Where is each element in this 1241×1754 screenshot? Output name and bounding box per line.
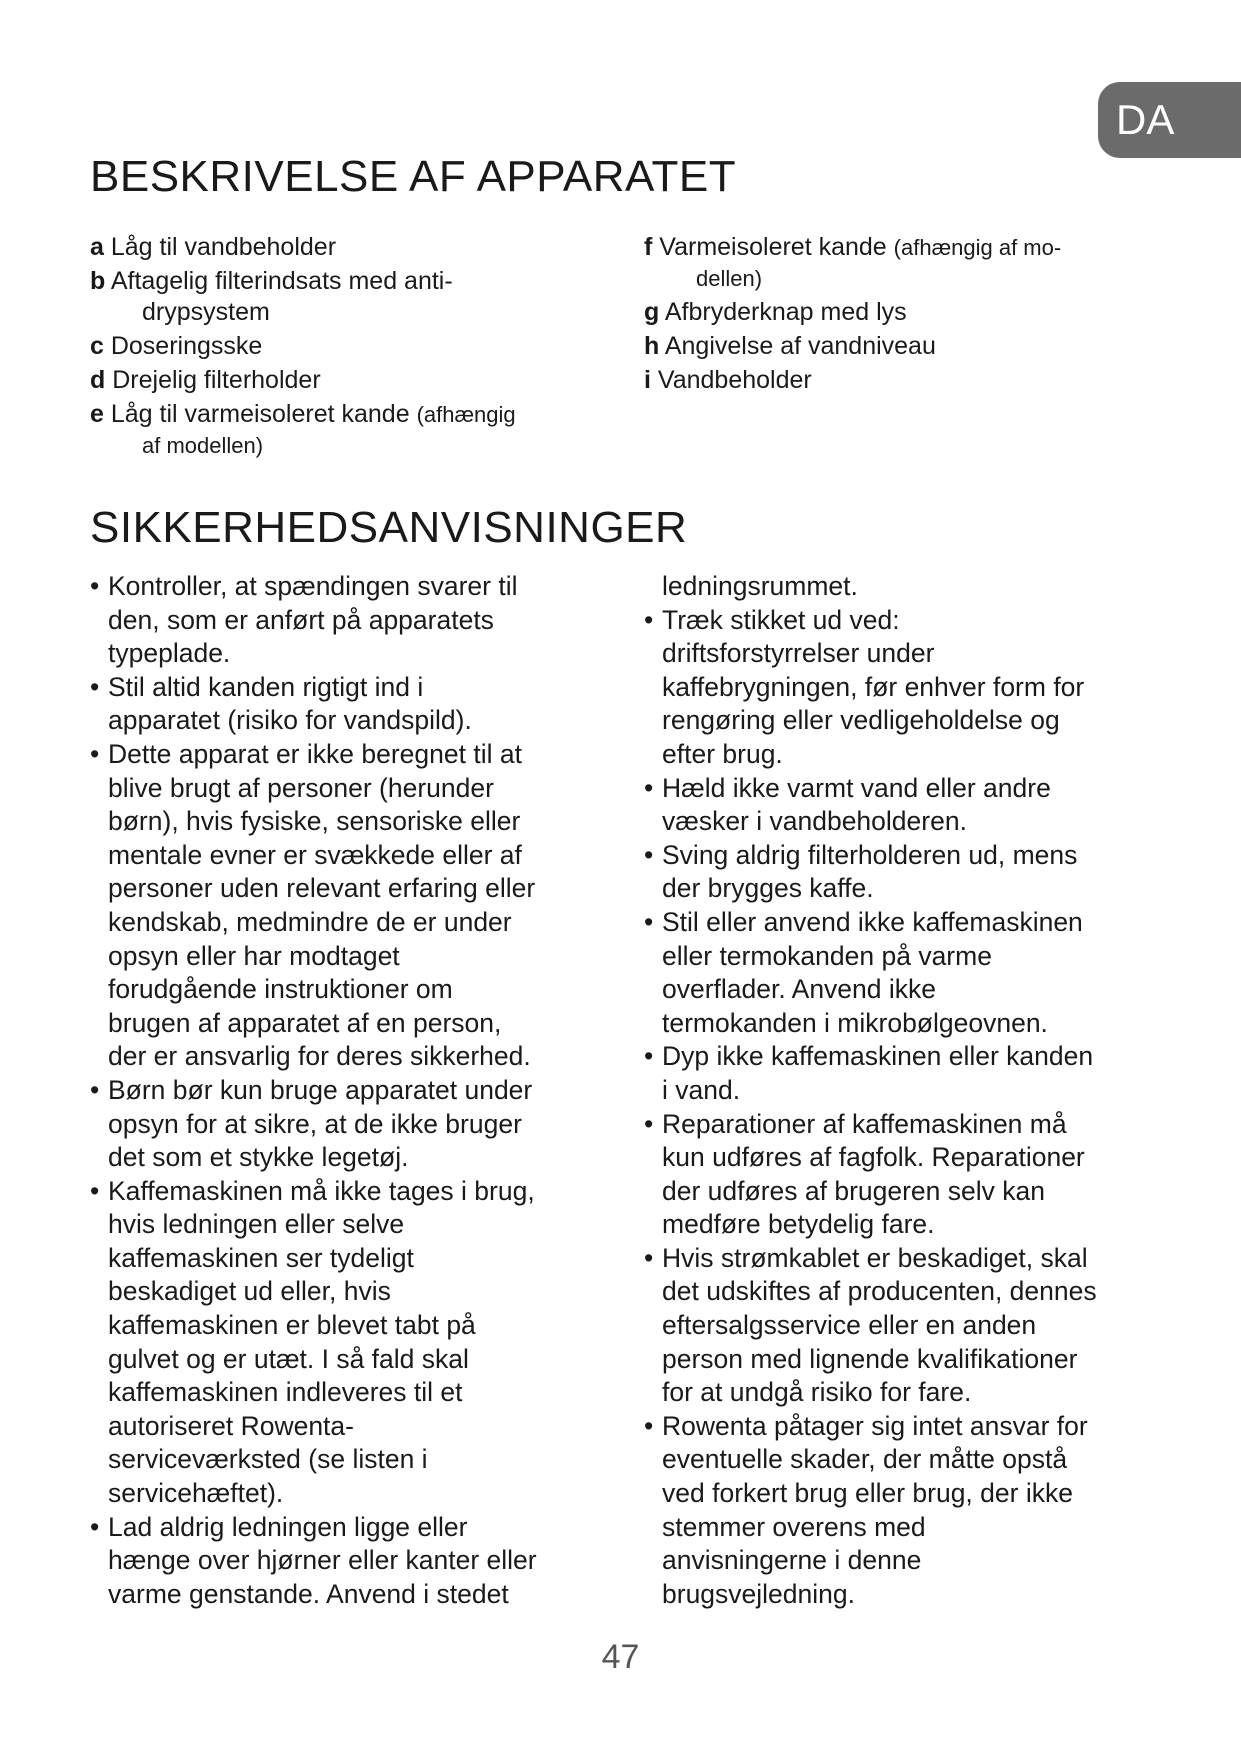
safety-line: brugen af apparatet af en person, [108, 1007, 502, 1038]
safety-line: • Kaffemaskinen må ikke tages i brug, [90, 1175, 610, 1209]
safety-line: blive brugt af personer (herunder [108, 772, 494, 803]
part-label-continued: dellen) [696, 266, 763, 291]
part-letter: g [644, 298, 660, 326]
safety-line: autoriseret Rowenta- [108, 1410, 354, 1441]
safety-line: servicehæftet). [108, 1478, 284, 1509]
safety-line: anvisningerne i denne [662, 1545, 922, 1576]
part-label: Låg til vandbeholder [103, 233, 337, 261]
safety-line: ved forkert brug eller brug, der ikke [662, 1478, 1073, 1509]
part-item-h [644, 331, 1164, 362]
part-item-i [644, 365, 1164, 396]
safety-line: kaffemaskinen ser tydeligt [108, 1242, 414, 1273]
safety-line: varme genstande. Anvend i stedet [108, 1578, 509, 1609]
safety-line: apparatet (risiko for vandspild). [108, 705, 472, 736]
part-item-f [644, 232, 1164, 294]
part-label: Vandbeholder [650, 366, 812, 394]
safety-line: rengøring eller vedligeholdelse og [662, 705, 1060, 736]
safety-line: • Stil eller anvend ikke kaffemaskinen [644, 906, 1164, 940]
safety-line: • Kontroller, at spændingen svarer til [90, 570, 610, 604]
safety-line: for at undgå risiko for fare. [662, 1377, 972, 1408]
safety-line: • Sving aldrig filterholderen ud, mens [644, 839, 1164, 873]
safety-line: person med lignende kvalifikationer [662, 1343, 1078, 1374]
safety-list-right [644, 570, 1164, 1611]
part-label: Varmeisoleret kande [652, 233, 894, 261]
part-letter: c [90, 332, 104, 360]
safety-line: • Reparationer af kaffemaskinen må [644, 1108, 1164, 1142]
part-item-g [644, 297, 1164, 328]
safety-line: eftersalgsservice eller en anden [662, 1310, 1037, 1341]
part-letter: d [90, 366, 106, 394]
safety-line: • Børn bør kun bruge apparatet under [90, 1074, 610, 1108]
safety-line: der brygges kaffe. [662, 873, 874, 904]
safety-line: kaffemaskinen er blevet tabt på [108, 1310, 476, 1341]
safety-line: eller termokanden på varme [662, 940, 992, 971]
safety-line: stemmer overens med [662, 1511, 926, 1542]
safety-line: det som et stykke legetøj. [108, 1142, 409, 1173]
safety-line: typeplade. [108, 638, 231, 669]
part-letter: f [644, 233, 653, 261]
safety-list-left [90, 570, 610, 1611]
part-item-a [90, 232, 610, 263]
safety-line: mentale evner er svækkede eller af [108, 839, 522, 870]
safety-line: • Dette apparat er ikke beregnet til at [90, 738, 610, 772]
safety-line: kaffebrygningen, før enhver form for [662, 671, 1085, 702]
page-number: 47 [601, 1638, 640, 1676]
safety-line: det udskiftes af producenten, dennes [662, 1276, 1097, 1307]
section-title-description: BESKRIVELSE AF APPARATET [90, 152, 737, 201]
safety-line: væsker i vandbeholderen. [662, 806, 967, 837]
safety-line: i vand. [662, 1074, 741, 1105]
part-letter: a [90, 233, 104, 261]
safety-line: medføre betydelig fare. [662, 1209, 935, 1240]
part-label-continued: drypsystem [142, 298, 270, 326]
safety-line: kendskab, medmindre de er under [108, 906, 512, 937]
part-note: (afhængig af mo- [893, 235, 1062, 260]
part-item-b [90, 266, 610, 328]
parts-list-right [644, 232, 1164, 399]
part-label: Drejelig filterholder [105, 366, 321, 394]
safety-line: opsyn for at sikre, at de ikke bruger [108, 1108, 522, 1139]
part-label: Angivelse af vandniveau [659, 332, 936, 360]
part-letter: i [644, 366, 651, 394]
safety-line: hænge over hjørner eller kanter eller [108, 1545, 537, 1576]
safety-line: brugsvejledning. [662, 1578, 855, 1609]
part-letter: b [90, 267, 106, 295]
safety-line: overflader. Anvend ikke [662, 974, 937, 1005]
safety-line: gulvet og er utæt. I så fald skal [108, 1343, 469, 1374]
safety-line: der er ansvarlig for deres sikkerhed. [108, 1041, 531, 1072]
safety-line: personer uden relevant erfaring eller [108, 873, 536, 904]
safety-line: • Hvis strømkablet er beskadiget, skal [644, 1242, 1164, 1276]
safety-line: kaffemaskinen indleveres til et [108, 1377, 463, 1408]
part-item-e [90, 399, 610, 461]
safety-line: • Rowenta påtager sig intet ansvar for [644, 1410, 1164, 1444]
part-letter: e [90, 400, 104, 428]
part-label-continued: af modellen) [142, 433, 264, 458]
safety-line: forudgående instruktioner om [108, 974, 453, 1005]
section-title-safety: SIKKERHEDSANVISNINGER [90, 503, 688, 552]
safety-line: driftsforstyrrelser under [662, 638, 935, 669]
part-item-d [90, 365, 610, 396]
safety-line: opsyn eller har modtaget [108, 940, 400, 971]
safety-line: kun udføres af fagfolk. Reparationer [662, 1142, 1085, 1173]
safety-line: hvis ledningen eller selve [108, 1209, 405, 1240]
safety-line: • Hæld ikke varmt vand eller andre [644, 772, 1164, 806]
safety-line: • Lad aldrig ledningen ligge eller [90, 1511, 610, 1545]
parts-list-left [90, 232, 610, 464]
part-label: Doseringsske [103, 332, 263, 360]
safety-line: den, som er anført på apparatets [108, 604, 494, 635]
safety-line: • Træk stikket ud ved: [644, 604, 1164, 638]
part-label: Afbryderknap med lys [659, 298, 907, 326]
safety-line: • Dyp ikke kaffemaskinen eller kanden [644, 1040, 1164, 1074]
safety-line: børn), hvis fysiske, sensoriske eller [108, 806, 521, 837]
safety-line: termokanden i mikrobølgeovnen. [662, 1007, 1048, 1038]
safety-line: efter brug. [662, 738, 783, 769]
safety-line: der udføres af brugeren selv kan [662, 1175, 1045, 1206]
part-label: Låg til varmeisoleret kande [103, 400, 417, 428]
language-tab: DA [1098, 82, 1241, 158]
safety-line: beskadiget ud eller, hvis [108, 1276, 391, 1307]
safety-line: • Stil altid kanden rigtigt ind i [90, 671, 610, 705]
safety-line: ledningsrummet. [662, 571, 858, 601]
part-letter: h [644, 332, 660, 360]
safety-line: eventuelle skader, der måtte opstå [662, 1444, 1068, 1475]
part-item-c [90, 331, 610, 362]
part-label: Aftagelig filterindsats med anti- [105, 267, 453, 295]
safety-line: serviceværksted (se listen i [108, 1444, 428, 1475]
part-note: (afhængig [416, 402, 516, 427]
